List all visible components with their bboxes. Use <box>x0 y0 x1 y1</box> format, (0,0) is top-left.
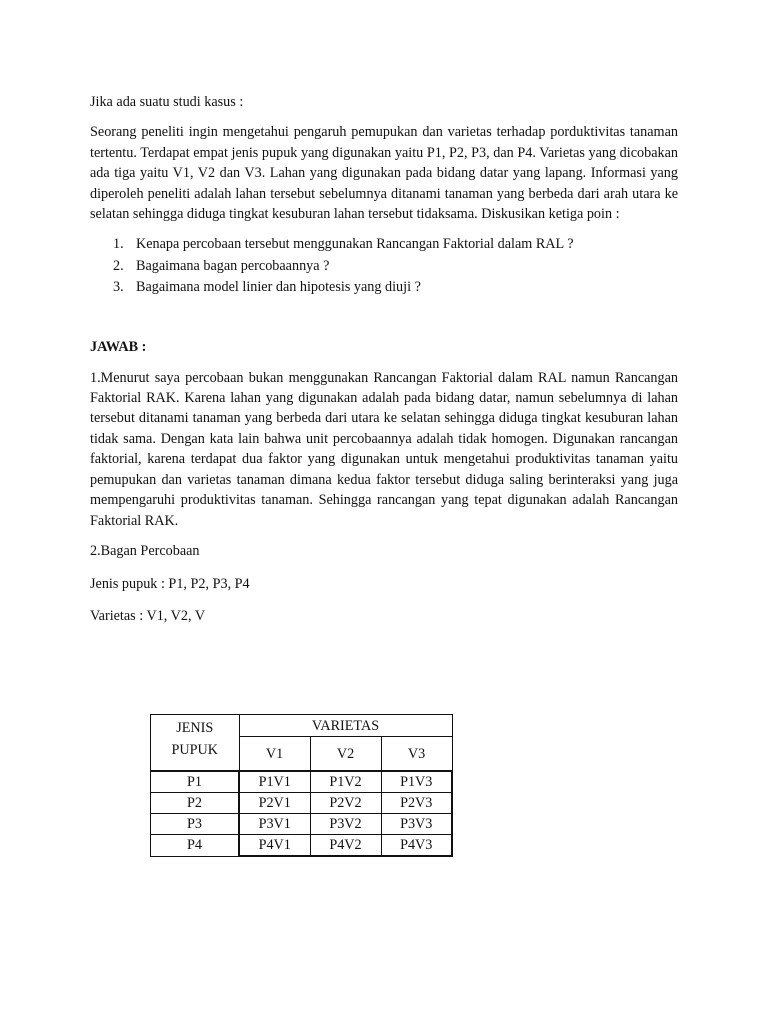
question-item <box>113 277 678 297</box>
table-cell: P3V2 <box>310 814 381 835</box>
table-cell: P3V1 <box>239 814 310 835</box>
jenis-pupuk-header <box>151 715 240 772</box>
table-cell: P4V1 <box>239 835 310 857</box>
variety-header-v2: V2 <box>310 737 381 772</box>
fertilizer-label: P4 <box>151 835 240 857</box>
table-cell: P2V1 <box>239 793 310 814</box>
table-row <box>151 771 453 793</box>
variety-header-v3: V3 <box>381 737 452 772</box>
table-row <box>151 793 453 814</box>
fertilizer-label: P1 <box>151 771 240 793</box>
question-text: Bagaimana bagan percobaannya ? <box>136 257 330 274</box>
table-cell: P4V2 <box>310 835 381 857</box>
fertilizer-label: P2 <box>151 793 240 814</box>
answer-heading: JAWAB : <box>90 339 147 356</box>
jenis-header-line2: PUPUK <box>171 742 219 758</box>
fertilizer-label: P3 <box>151 814 240 835</box>
answer-one-paragraph: 1.Menurut saya percobaan bukan menggunakan Rancangan Faktorial dalam RAL namun Rancangan Faktorial RAK. Karena lahan yang digunakan adalah pada bidang datar, namun sebelumnya di lahan tersebut ditanami tanaman yang berbeda dari utara ke selatan sehingga diduga tingkat kesuburan lahan tidak sama. Dengan kata lain bahwa unit percobaannya adalah tidak homogen. Digunakan rancangan faktorial, karena terdapat dua faktor yang digunakan untuk mengetahui produktivitas tanaman yaitu pemupukan dan varietas tanaman dimana kedua faktor tersebut diduga saling berinteraksi yang juga mempengaruhi produktivitas tanaman. Sehingga rancangan yang tepat digunakan adalah Rancangan Faktorial RAK. <box>90 369 678 529</box>
variety-header-v1: V1 <box>239 737 310 772</box>
question-item <box>113 234 678 254</box>
table-cell: P3V3 <box>381 814 452 835</box>
table-cell: P4V3 <box>381 835 452 857</box>
varieties-line: Varietas : V1, V2, V <box>90 608 206 625</box>
table-cell: P1V1 <box>239 771 310 793</box>
question-item <box>113 256 678 276</box>
experiment-layout-table <box>150 714 453 857</box>
table-cell: P2V3 <box>381 793 452 814</box>
answer-two-heading: 2.Bagan Percobaan <box>90 542 200 559</box>
question-text: Bagaimana model linier dan hipotesis yang diuji ? <box>136 278 421 295</box>
table-row <box>151 835 453 857</box>
varietas-header: VARIETAS <box>239 715 452 737</box>
table-cell: P1V3 <box>381 771 452 793</box>
table-cell: P1V2 <box>310 771 381 793</box>
question-list <box>90 234 678 297</box>
intro-text: Jika ada suatu studi kasus : <box>90 94 244 110</box>
jenis-header-line1: JENIS <box>176 720 214 736</box>
document-page <box>90 92 678 639</box>
table-header-row <box>151 715 453 737</box>
question-number: 2. <box>113 257 124 274</box>
table-row <box>151 814 453 835</box>
question-number: 1. <box>113 236 124 253</box>
question-text: Kenapa percobaan tersebut menggunakan Rancangan Faktorial dalam RAL ? <box>136 236 574 253</box>
question-number: 3. <box>113 278 124 295</box>
fertilizer-types-line: Jenis pupuk : P1, P2, P3, P4 <box>90 575 250 592</box>
case-study-paragraph: Seorang peneliti ingin mengetahui pengaruh pemupukan dan varietas terhadap porduktivitas tanaman tertentu. Terdapat empat jenis pupuk yang digunakan yaitu P1, P2, P3, dan P4. Varietas yang dicobakan ada tiga yaitu V1, V2 dan V3. Lahan yang digunakan pada bidang datar yang lapang. Informasi yang diperoleh peneliti adalah lahan tersebut sebelumnya ditanami tanaman yang berbeda dari arah utara ke selatan sehingga diduga tingkat kesuburan lahan tersebut tidaksama. Diskusikan ketiga poin : <box>90 124 678 223</box>
table-cell: P2V2 <box>310 793 381 814</box>
